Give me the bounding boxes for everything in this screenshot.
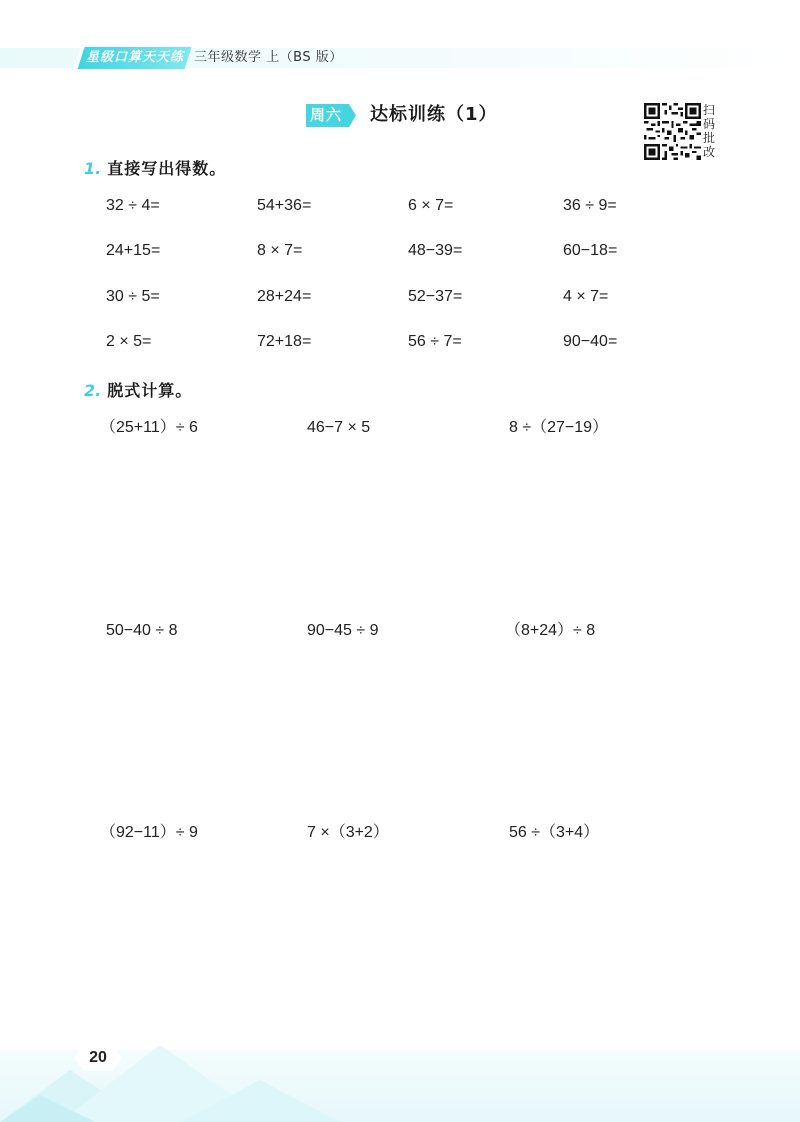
written-calc-item: 8 ÷（27−19） <box>509 419 609 436</box>
qr-label-char: 批 <box>703 131 716 145</box>
mental-math-item: 90−40= <box>563 333 618 350</box>
qr-code-icon[interactable] <box>644 103 701 160</box>
page-title: 达标训练（1） <box>370 104 498 125</box>
mental-math-item: 48−39= <box>408 242 463 259</box>
qr-label-char: 改 <box>703 145 716 159</box>
written-calc-item: 7 ×（3+2） <box>307 824 389 841</box>
mental-math-item: 32 ÷ 4= <box>106 197 160 214</box>
section-2-instruction: 脱式计算。 <box>107 381 193 400</box>
page-number: 20 <box>89 1049 107 1066</box>
book-subtitle: 三年级数学 上（BS 版） <box>194 50 343 65</box>
mental-math-item: 60−18= <box>563 242 618 259</box>
series-tag: 星级口算天天练 <box>86 50 185 65</box>
section-2-heading <box>84 380 192 402</box>
mental-math-item: 54+36= <box>257 197 312 214</box>
section-1-heading <box>84 158 226 180</box>
day-badge: 周六 <box>310 106 343 124</box>
written-calc-item: 90−45 ÷ 9 <box>307 622 379 639</box>
mental-math-item: 30 ÷ 5= <box>106 288 160 305</box>
mental-math-item: 36 ÷ 9= <box>563 197 617 214</box>
written-calc-item: 56 ÷（3+4） <box>509 824 600 841</box>
qr-label-char: 扫 <box>703 103 716 117</box>
written-calc-item: 50−40 ÷ 8 <box>106 622 178 639</box>
mental-math-item: 52−37= <box>408 288 463 305</box>
section-1-number: 1. <box>84 159 102 178</box>
qr-label-char: 码 <box>703 117 716 131</box>
mental-math-item: 4 × 7= <box>563 288 609 305</box>
mental-math-item: 8 × 7= <box>257 242 303 259</box>
mental-math-item: 56 ÷ 7= <box>408 333 462 350</box>
written-calc-item: （25+11）÷ 6 <box>100 419 198 436</box>
mental-math-item: 24+15= <box>106 242 161 259</box>
mental-math-item: 72+18= <box>257 333 312 350</box>
mental-math-item: 28+24= <box>257 288 312 305</box>
mental-math-item: 2 × 5= <box>106 333 152 350</box>
written-calc-item: 46−7 × 5 <box>307 419 371 436</box>
section-2-number: 2. <box>84 381 102 400</box>
qr-label <box>703 103 717 159</box>
section-1-instruction: 直接写出得数。 <box>107 159 227 178</box>
mental-math-item: 6 × 7= <box>408 197 454 214</box>
written-calc-item: （92−11）÷ 9 <box>100 824 198 841</box>
written-calc-item: （8+24）÷ 8 <box>505 622 596 639</box>
